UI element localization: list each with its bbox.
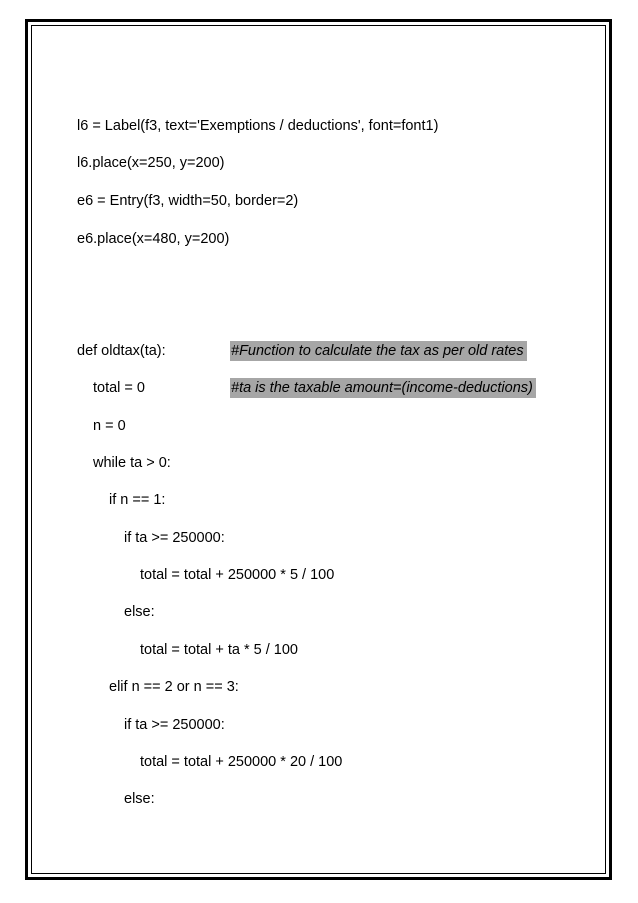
code-line: if ta >= 250000: [124,717,225,733]
code-line: total = 0 [93,380,145,396]
code-line: n = 0 [93,418,126,434]
code-line: while ta > 0: [93,455,171,471]
code-line: total = total + 250000 * 5 / 100 [140,567,335,583]
code-line: total = total + 250000 * 20 / 100 [140,754,343,770]
code-line: e6 = Entry(f3, width=50, border=2) [77,193,299,209]
code-line: e6.place(x=480, y=200) [77,231,230,247]
code-line: l6 = Label(f3, text='Exemptions / deductions', font=font1) [77,118,439,134]
code-line: if n == 1: [109,492,166,508]
code-line: else: [124,604,155,620]
code-line: total = total + ta * 5 / 100 [140,642,298,658]
code-line: else: [124,791,155,807]
code-line: l6.place(x=250, y=200) [77,155,225,171]
code-comment: #Function to calculate the tax as per old rates [230,341,527,361]
code-line: elif n == 2 or n == 3: [109,679,239,695]
code-line: def oldtax(ta): [77,343,166,359]
code-line: if ta >= 250000: [124,530,225,546]
code-comment: #ta is the taxable amount=(income-deductions) [230,378,536,398]
